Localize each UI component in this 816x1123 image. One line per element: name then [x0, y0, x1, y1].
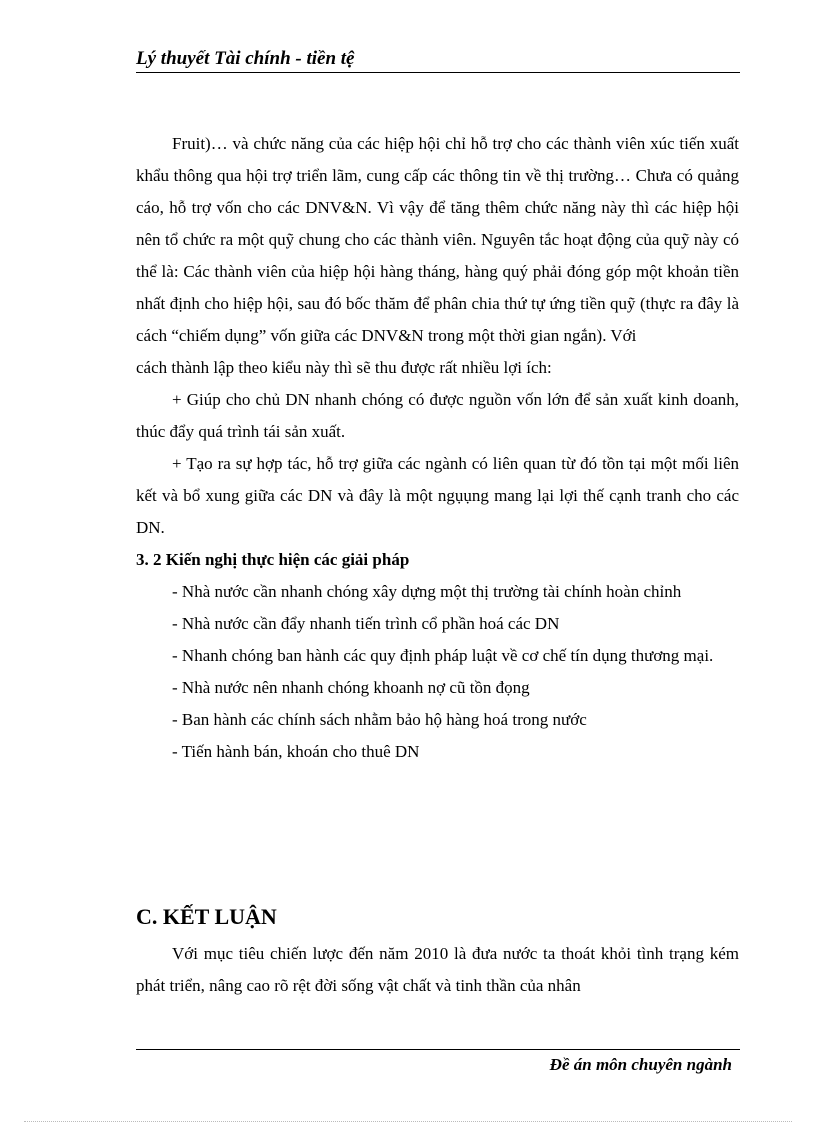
body-text: [136, 128, 739, 768]
recommendation-item: - Nhanh chóng ban hành các quy định pháp luật về cơ chế tín dụng thương mại.: [172, 646, 714, 665]
recommendation-item: - Nhà nước nên nhanh chóng khoanh nợ cũ tồn đọng: [172, 678, 530, 697]
footer-title: Đề án môn chuyên ngành: [549, 1055, 732, 1074]
benefit-item: + Giúp cho chủ DN nhanh chóng có được nguồn vốn lớn để sản xuất kinh doanh, thúc đẩy quá trình tái sản xuất.: [136, 390, 739, 441]
recommendation-item: - Ban hành các chính sách nhằm bảo hộ hàng hoá trong nước: [172, 710, 587, 729]
conclusion-heading: C. KẾT LUẬN: [136, 904, 277, 929]
subsection-heading: 3. 2 Kiến nghị thực hiện các giải pháp: [136, 550, 410, 569]
recommendation-item: - Tiến hành bán, khoán cho thuê DN: [172, 742, 420, 761]
header-title: Lý thuyết Tài chính - tiền tệ: [136, 48, 355, 69]
page-edge-divider: [24, 1121, 792, 1122]
footer-divider: [136, 1049, 740, 1050]
recommendation-item: - Nhà nước cần nhanh chóng xây dựng một thị trường tài chính hoàn chỉnh: [172, 582, 682, 601]
benefit-item: + Tạo ra sự hợp tác, hỗ trợ giữa các ngành có liên quan từ đó tồn tại một mối liên kết và bổ xung giữa các DN và đây là một ngụụng mang lại lợi thế cạnh tranh cho các DN.: [136, 454, 739, 537]
body-paragraph: Fruit)… và chức năng của các hiệp hội chỉ hỗ trợ cho các thành viên xúc tiến xuất khẩu thông qua hội trợ triển lãm, cung cấp các thông tin về thị trường… Chưa có quảng cáo, hỗ trợ vốn cho các DNV&N. Vì vậy để tăng thêm chức năng này thì các hiệp hội nên tổ chức ra một quỹ chung cho các thành viên. Nguyên tắc hoạt động của quỹ này có thể là: Các thành viên của hiệp hội hàng tháng, hàng quý phải đóng góp một khoản tiền nhất định cho hiệp hội, sau đó bốc thăm để phân chia thứ tự ứng tiền quỹ (thực ra đây là cách “chiếm dụng” vốn giữa các DNV&N trong một thời gian ngắn). Với: [136, 134, 739, 345]
conclusion-section: [136, 938, 739, 1002]
page-header: [136, 48, 740, 73]
recommendation-item: - Nhà nước cần đẩy nhanh tiến trình cổ phần hoá các DN: [172, 614, 560, 633]
body-paragraph: cách thành lập theo kiểu này thì sẽ thu được rất nhiều lợi ích:: [136, 358, 552, 377]
conclusion-paragraph: Với mục tiêu chiến lược đến năm 2010 là đưa nước ta thoát khỏi tình trạng kém phát triển, nâng cao rõ rệt đời sống vật chất và tinh thần của nhân: [136, 944, 739, 995]
